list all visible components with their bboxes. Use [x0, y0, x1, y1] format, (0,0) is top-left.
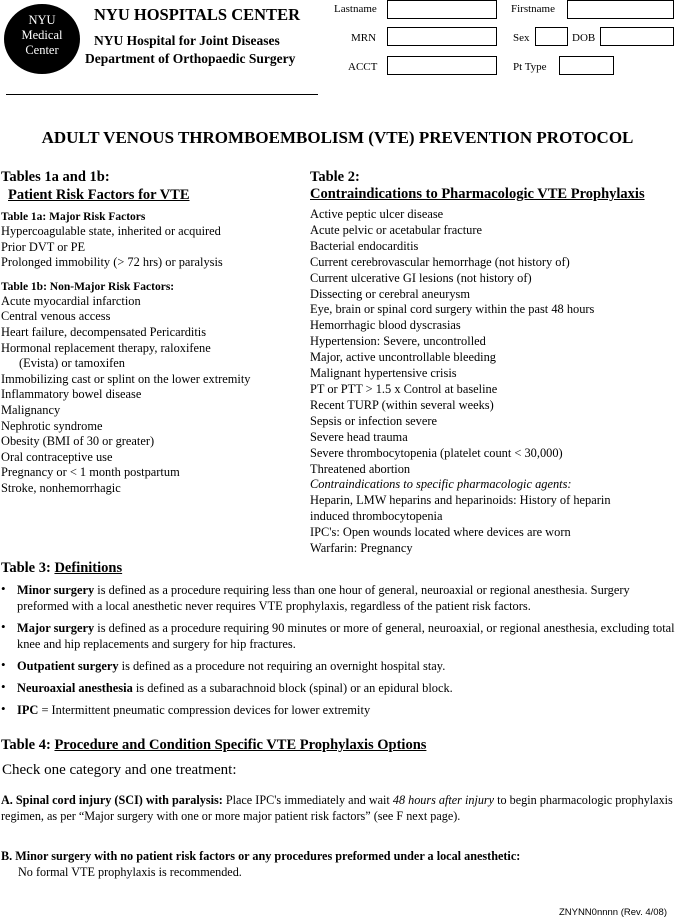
table3-heading-label: Table 3:	[1, 560, 51, 576]
list-item: Heparin, LMW heparins and heparinoids: History of heparin	[310, 493, 611, 508]
dob-label: DOB	[572, 32, 596, 44]
major-risk-heading: Table 1a: Major Risk Factors	[1, 211, 146, 223]
list-item: Obesity (BMI of 30 or greater)	[1, 434, 155, 449]
joint-diseases-title: NYU Hospital for Joint Diseases	[94, 33, 280, 48]
hospitals-center-title: NYU HOSPITALS CENTER	[94, 5, 300, 24]
table4-heading	[1, 737, 426, 754]
logo-line-3: Center	[25, 43, 59, 57]
table4-heading-label: Table 4:	[1, 737, 51, 753]
list-item: Inflammatory bowel disease	[1, 387, 142, 402]
specific-agents-heading: Contraindications to specific pharmacologic agents:	[310, 477, 572, 492]
list-item: Immobilizing cast or splint on the lower extremity	[1, 371, 251, 386]
list-item: Active peptic ulcer disease	[310, 207, 444, 221]
list-item: IPC's: Open wounds located where devices are worn	[310, 525, 571, 540]
header-divider	[6, 94, 318, 95]
list-item: Current cerebrovascular hemorrhage (not history of)	[310, 254, 570, 269]
table3-heading	[1, 560, 122, 577]
definition-text: is defined as a procedure requiring less than one hour of general, neuroaxial or regional anesthesia. Surgery preformed with a local anesthetic never requires VTE prophylaxis, regardless of the patient risk factors.	[17, 583, 630, 613]
logo-line-1: NYU	[28, 13, 56, 27]
lastname-label: Lastname	[334, 3, 377, 15]
definition-text: = Intermittent pneumatic compression devices for lower extremity	[38, 703, 371, 717]
list-item: Major, active uncontrollable bleeding	[310, 350, 496, 365]
firstname-field[interactable]	[567, 0, 674, 19]
table2-subheading: Contraindications to Pharmacologic VTE Prophylaxis	[310, 186, 645, 202]
sex-label: Sex	[513, 32, 530, 44]
list-item: Heart failure, decompensated Pericarditis	[1, 324, 207, 339]
list-item: Current ulcerative GI lesions (not history of)	[310, 270, 532, 285]
major-risk-items	[1, 224, 250, 271]
list-item: Severe thrombocytopenia (platelet count < 30,000)	[310, 445, 563, 460]
definition-major-surgery: • Major surgery is defined as a procedure requiring 90 minutes or more of general, neuroaxial, or regional anesthesia, excluding total knee and hip replacements and surgery for hip fractures.	[1, 619, 675, 651]
list-item: Hormonal replacement therapy, raloxifene	[1, 340, 211, 355]
lastname-field[interactable]	[387, 0, 497, 19]
option-a-emphasis: 48 hours after injury	[392, 793, 495, 807]
list-item: PT or PTT > 1.5 x Control at baseline	[310, 381, 498, 396]
list-item: Severe head trauma	[310, 429, 408, 444]
list-item: Threatened abortion	[310, 461, 411, 476]
definition-text: is defined as a procedure requiring 90 minutes or more of general, neuroaxial, or regional anesthesia, excluding total knee and hip replacements and surgery for hip fractures.	[17, 621, 675, 651]
tables1-heading: Tables 1a and 1b:	[1, 169, 110, 185]
list-item: Nephrotic syndrome	[1, 418, 103, 433]
list-item: Acute myocardial infarction	[1, 293, 141, 308]
nyu-medical-center-logo	[4, 4, 80, 74]
definition-ipc: • IPC = Intermittent pneumatic compression devices for lower extremity	[1, 701, 371, 717]
acct-field[interactable]	[387, 56, 497, 75]
contraindications-list	[310, 207, 611, 557]
tables1-subheading: Patient Risk Factors for VTE	[8, 187, 190, 203]
list-item: induced thrombocytopenia	[310, 509, 443, 524]
option-b-text: No formal VTE prophylaxis is recommended.	[18, 865, 242, 879]
option-a-text: Place IPC's immediately and wait	[222, 793, 393, 807]
definition-term: Minor surgery	[17, 583, 95, 597]
list-item: Oral contraceptive use	[1, 449, 113, 464]
pt-type-label: Pt Type	[513, 61, 547, 73]
definitions-list	[0, 582, 675, 724]
department-title: Department of Orthopaedic Surgery	[85, 51, 296, 66]
list-item: Pregnancy or < 1 month postpartum	[1, 465, 180, 480]
list-item: Acute pelvic or acetabular fracture	[310, 222, 482, 237]
option-a-text-continued: to begin pharmacologic prophylaxis regimen, as per “Major surgery with one or more major patient risk factors” (see F next page).	[1, 793, 673, 823]
page-title: ADULT VENOUS THROMBOEMBOLISM (VTE) PREVENTION PROTOCOL	[41, 128, 634, 147]
sex-field[interactable]	[535, 27, 568, 46]
definition-term: Neuroaxial anesthesia	[17, 681, 133, 695]
list-item: Malignant hypertensive crisis	[310, 366, 457, 381]
acct-label: ACCT	[348, 61, 378, 73]
list-item: Eye, brain or spinal cord surgery within the past 48 hours	[310, 302, 595, 317]
form-revision-code: ZNYNN0nnnn (Rev. 4/08)	[558, 907, 667, 918]
nonmajor-risk-heading: Table 1b: Non-Major Risk Factors:	[1, 280, 175, 293]
option-b-minor-surgery[interactable]	[1, 848, 673, 880]
list-item: Sepsis or infection severe	[310, 413, 437, 428]
definition-outpatient-surgery: • Outpatient surgery is defined as a procedure not requiring an overnight hospital stay.	[1, 657, 446, 673]
mrn-field[interactable]	[387, 27, 497, 46]
table2-heading: Table 2:	[310, 169, 360, 185]
definition-minor-surgery: • Minor surgery is defined as a procedure requiring less than one hour of general, neuroaxial or regional anesthesia. Surgery preformed with a local anesthetic never requires VTE prophylaxis, regardless of the patient risk factors.	[1, 581, 630, 613]
list-item: Malignancy	[1, 402, 61, 417]
list-item: Hemorrhagic blood dyscrasias	[310, 318, 461, 333]
table4-instruction: Check one category and one treatment:	[2, 762, 237, 778]
list-item: Dissecting or cerebral aneurysm	[310, 286, 470, 301]
definition-text: is defined as a subarachnoid block (spinal) or an epidural block.	[132, 681, 453, 695]
definition-text: is defined as a procedure not requiring an overnight hospital stay.	[118, 659, 446, 673]
option-a-label: A. Spinal cord injury (SCI) with paralysis:	[1, 793, 223, 807]
list-item: Central venous access	[1, 309, 111, 324]
list-item: Warfarin: Pregnancy	[310, 541, 413, 556]
list-item: Bacterial endocarditis	[310, 238, 419, 253]
definition-term: Major surgery	[17, 621, 95, 635]
option-a-sci[interactable]	[1, 792, 673, 824]
list-item: Prolonged immobility (> 72 hrs) or paralysis	[1, 255, 223, 270]
option-b-label: B. Minor surgery with no patient risk factors or any procedures preformed under a local anesthetic:	[1, 849, 521, 863]
dob-field[interactable]	[600, 27, 674, 46]
mrn-label: MRN	[351, 32, 377, 44]
risk-factors-list	[1, 211, 250, 497]
list-item: Hypertension: Severe, uncontrolled	[310, 334, 486, 349]
definition-term: IPC	[17, 703, 39, 717]
list-item: (Evista) or tamoxifen	[19, 356, 125, 371]
list-item: Recent TURP (within several weeks)	[310, 397, 494, 412]
table4-subheading: Procedure and Condition Specific VTE Prophylaxis Options	[54, 737, 427, 753]
table3-subheading: Definitions	[54, 560, 123, 576]
list-item: Stroke, nonhemorrhagic	[1, 480, 121, 495]
logo-line-2: Medical	[21, 28, 63, 42]
pt-type-field[interactable]	[559, 56, 614, 75]
list-item: Hypercoagulable state, inherited or acquired	[1, 224, 221, 238]
definition-neuroaxial-anesthesia: • Neuroaxial anesthesia is defined as a subarachnoid block (spinal) or an epidural block.	[1, 679, 453, 695]
nonmajor-risk-items	[1, 294, 250, 497]
definition-term: Outpatient surgery	[17, 659, 119, 673]
firstname-label: Firstname	[511, 3, 555, 15]
list-item: Prior DVT or PE	[1, 239, 86, 254]
